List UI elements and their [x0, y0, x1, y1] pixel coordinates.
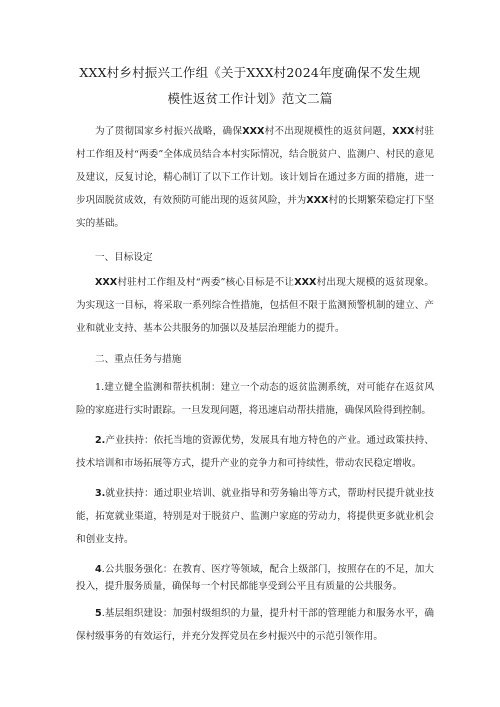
- section-1-paragraph: [76, 271, 434, 340]
- item-5-number: 5: [95, 608, 102, 619]
- intro-bold-1: XXX: [242, 126, 265, 137]
- section-2-item-3: [76, 482, 434, 551]
- section-2-heading: 二、重点任务与措施: [95, 354, 182, 365]
- section-1-text-1: 村驻村工作组及村“两委”核心目标是不让: [117, 277, 295, 288]
- section-2-item-5: [76, 602, 434, 648]
- intro-bold-2: XXX: [392, 126, 415, 137]
- item-4-number: 4: [95, 564, 102, 575]
- intro-text-4: 村的长期繁荣稳定打下坚实的基础。: [76, 195, 435, 229]
- section-1-text-2: 村出现大规模的返贫现象。为实现这一目标，将采取一系列综合性措施，包括但不限于监测预警机制的建立、产业和就业支持、基本公共服务的加强以及基层治理能力的提升。: [76, 277, 435, 334]
- item-3-number: 3.: [95, 488, 106, 499]
- intro-text-2: 村不出现规模性的返贫问题，: [264, 126, 393, 137]
- section-2-item-2: [76, 429, 434, 475]
- section-1-heading: 一、目标设定: [95, 252, 153, 263]
- document-title-line-1: XXX村乡村振兴工作组《关于XXX村2024年度确保不发生规: [79, 65, 421, 80]
- section-2-item-1: 1.建立健全监测和帮扶机制：建立一个动态的返贫监测系统，对可能存在返贫风险的家庭进行实时跟踪。一旦发现问题，将迅速启动帮扶措施，确保风险得到控制。: [76, 382, 434, 416]
- section-1-bold-1: XXX: [95, 277, 118, 288]
- intro-bold-3: XXX: [306, 195, 329, 206]
- item-2-text: 产业扶持：依托当地的资源优势，发展具有地方特色的产业。通过政策扶持、技术培训和市场拓展等方式，提升产业的竞争力和可持续性，带动农民稳定增收。: [76, 435, 434, 469]
- item-5-text: .基层组织建设：加强村级组织的力量，提升村干部的管理能力和服务水平，确保村级事务的有效运行，并充分发挥党员在乡村振兴中的示范引领作用。: [76, 608, 434, 642]
- item-2-number: 2.: [95, 435, 106, 446]
- intro-text-1: 为了贯彻国家乡村振兴战略，确保: [95, 126, 243, 137]
- section-1-bold-2: XXX: [294, 277, 317, 288]
- item-3-text: 就业扶持：通过职业培训、就业指导和劳务输出等方式，帮助村民提升就业技能，拓宽就业渠道，特别是对于脱贫户、监测户家庭的劳动力，将提供更多就业机会和创业支持。: [76, 488, 434, 545]
- item-4-text: .公共服务强化：在教育、医疗等领域，配合上级部门，按照存在的不足，加大投入，提升服务质量，确保每一个村民都能享受到公平且有质量的公共服务。: [76, 564, 434, 592]
- intro-paragraph: [76, 120, 434, 235]
- intro-text-3: 村驻村工作组及村“两委”全体成员结合本村实际情况，结合脱贫户、监测户、村民的意见及建议，反复讨论，精心制订了以下工作计划。该计划旨在通过多方面的措施，进一步巩固脱贫成效，有效预防可能出现的返贫风险，并为: [76, 126, 434, 206]
- document-title-line-2: 模性返贫工作计划》范文二篇: [167, 91, 333, 106]
- section-2-item-4: [76, 561, 434, 595]
